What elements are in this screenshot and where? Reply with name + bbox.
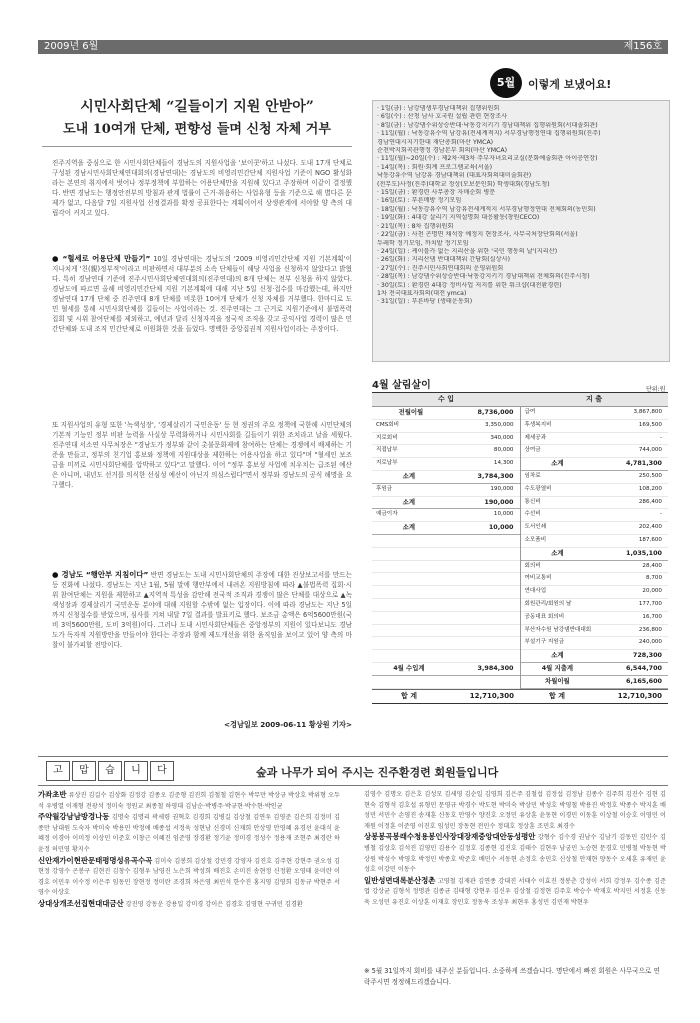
schedule-item: · 30일(토) : 환경련 4대강 정비사업 저지를 위한 워크샵(대전환경련) <box>377 281 562 289</box>
ledger-row <box>372 420 520 433</box>
ledger-subtotal-row <box>521 650 669 663</box>
total-label: 합 계 <box>549 691 565 700</box>
ledger-item: 소계 <box>402 497 416 506</box>
ledger-amount: 108,200 <box>638 485 662 492</box>
ledger-subtotal-row <box>372 522 520 535</box>
may-activities <box>372 68 668 378</box>
ledger-empty-row <box>372 612 520 625</box>
schedule-item: · 31일(일) : 푸른바당 (생태운동회) <box>377 298 473 306</box>
ledger-item: 차월이월 <box>545 676 570 685</box>
ledger-amount: 16,700 <box>642 613 662 620</box>
ledger-item: 소계 <box>551 548 564 557</box>
ledger-empty-row <box>372 650 520 663</box>
ledger-amount: 6,544,700 <box>626 663 662 672</box>
income-header: 수 입 <box>438 395 454 403</box>
member-list-right <box>364 790 666 909</box>
ledger-amount: 190,000 <box>490 485 514 492</box>
total-label: 합 계 <box>401 691 417 700</box>
ledger-row <box>372 407 520 420</box>
ledger-amount: 8,736,000 <box>477 408 514 416</box>
schedule-item: · 1일(금) : 남강댐생부경남대책위 집행위원회 <box>377 105 500 112</box>
thanks-letter: 맙 <box>72 761 96 781</box>
ledger-amount: 744,000 <box>638 447 662 454</box>
schedule-item: · 18일(월) : 낙동강유수역 남강유전세계적지 서부경남행정연대 전체회의(농민회) <box>377 205 596 213</box>
ledger-row <box>372 509 520 522</box>
ledger-empty-row <box>372 599 520 612</box>
ledger-item: 수선비 <box>524 511 541 518</box>
group-name: 신안재가이현판문태평명성유곡수곡 <box>38 855 153 865</box>
ledger-amount: 187,600 <box>638 536 662 543</box>
total-expense: 12,710,300 <box>617 691 662 700</box>
thanks-letters <box>46 761 174 781</box>
ledger-amount: 1,035,100 <box>626 548 662 557</box>
schedule-item: (전무도)사정(진주)대학교 정상(모보문인회) 학생대회(경남도청) <box>377 180 550 188</box>
ledger-row <box>372 484 520 497</box>
ledger-row <box>521 420 669 433</box>
ledger-item: 도서인쇄 <box>524 524 547 531</box>
section-title: 이렇게 보냈어요! <box>528 78 612 91</box>
ledger-empty-row <box>372 535 520 548</box>
expense-header: 지 출 <box>586 395 602 403</box>
ledger-item: 지로회비 <box>376 434 398 441</box>
ledger-empty-row <box>372 637 520 650</box>
ledger-subtotal-row <box>372 497 520 510</box>
schedule-item: · 8일(금) : 남강댐수위상승반대·낙동강지키기 경남대책위 집행위원회(서대솔회관) <box>377 121 598 129</box>
ledger-amount: 3,984,300 <box>477 663 514 672</box>
ledger-amount: 177,700 <box>638 600 662 607</box>
expense-column <box>521 407 669 689</box>
page-header <box>38 40 668 54</box>
ledger-item: CMS회비 <box>376 421 400 428</box>
member-names: 강형수 김수경 권남수 김남기 김동민 김민수 김병철 김상호 김석진 김영민 김용수 김정호 김종현 김진호 김태수 김현우 남궁민 노승현 문경호 민병철 박동현 박상원 박성수 박영호 박정민 박종호 박준호 배민수 서동현 손정호 송민호 신상철 안재현 양동수 오세훈 유재민 윤성호 이강민 이동수 <box>364 834 667 874</box>
schedule-item: · 6일(수) : 산청 남사 호국원 설립 관련 현장조사 <box>377 113 508 121</box>
ledger-item: 전월이월 <box>398 408 424 416</box>
ledger-amount: 10,000 <box>493 511 514 518</box>
ledger-row <box>521 433 669 446</box>
section-heading: ● 경남도 “행안부 지침이다” <box>52 570 149 579</box>
ledger-item: 소계 <box>551 459 564 468</box>
member-names: 고영철 김재관 김연종 강대진 서태수 이효진 정봉춘 강성이 서희 강정우 김수종 김준엽 강상균 김형석 정명관 김종균 김태형 강현우 김신우 김상철 김정현 김주호 박승수 박재호 박지민 서정훈 신동욱 오성민 유진호 이상훈 이재호 장민호 정동욱 조성우 최현우 홍성민 김민재 박현우 <box>364 877 666 906</box>
income-column <box>372 407 521 689</box>
group-name: 상대상개조선집현대대금산 <box>38 898 124 908</box>
schedule-item: · 11일(월) : 낙동강유수역 남강유(전세계적지) 서부경남행정연대 집행위원회(진주) <box>377 130 601 138</box>
ledger-amount: 286,400 <box>638 498 662 505</box>
article-section <box>52 570 352 650</box>
section-heading: ● “혈세로 어용단체 만들기” <box>52 254 151 263</box>
schedule-item: · 16일(토) : 푸른메방 정기모임 <box>377 197 462 205</box>
member-names: 김미숙 김봉희 김상철 강민경 강영자 김진호 김주현 강현주 권오성 김현정 강영수 곤봉구 김현진 김창수 김형우 남영진 노은희 박성희 배진호 손미진 송현정 신정환 오영태 윤미란 이경호 이민우 이수정 이은주 임동민 장현정 정미란 조경희 차은영 최민석 한수진 홍지영 김영희 김동규 박현주 서영수 이상호 <box>38 857 341 897</box>
ledger-row <box>372 445 520 458</box>
article-section <box>52 254 352 334</box>
schedule-item: · 26일(화) : 지리산댐 반대대책위 간담회(실상사) <box>377 256 511 264</box>
group-name: 상봉봉곡봉래수청용봉인사장대장재중앙대안동성평안 <box>364 832 536 842</box>
article-paragraph: 반면 경남도는 도내 시민사회단체의 주장에 대한 진상보고서를 만드는 등 진화에 나섰다. 경남도는 지난 1월, 5월 말에 행안부에서 내려온 지원방침에 따라 ▲불법폭력 집회·시위 참여단체는 지원을 제한하고 ▲지역적 특성을 감안해 전국적 조직과 경쟁이 많은 단체를 대상으로 ▲녹색성장과 경제살리기 국민운동 분야에 대해 지원할 수밖에 없는 입장이다. 이에 따라 경남도는 지난 5일까지 신청접수를 받았으며, 심사를 거쳐 내달 7일 결과를 발표키로 했다. 보조금 총액은 6억5600만원(국비 3억5600만원, 도비 3억원)이다. 그러나 도내 시민사회단체들은 중앙정부의 지원이 있다보니도 경남도가 독자적 지원방안을 만들어야 한다는 주장과 함께 제도개선을 위한 움직임을 보이고 있어 양 측의 마찰이 불가피할 전망이다. <box>52 571 352 649</box>
schedule-item: · 24일(일) : 케이블카 없는 지리산을 위한 '국민 행동의 날'(지리산) <box>377 247 558 255</box>
ledger-amount: 3,784,300 <box>477 471 514 480</box>
member-names: 김영수 김명오 김은호 김성모 김세영 김순일 김영희 김은주 김철섭 김정섭 김정남 김종수 김주희 김진수 김현 김현숙 김형석 김호섭 류형민 문영규 박경수 박도현 박미숙 박상민 박성호 박영철 박용진 박정호 박종수 박지훈 배성민 서민수 손영진 송재훈 신동호 안영수 양진호 오정민 유상훈 윤동현 이경민 이동훈 이상철 이승호 이영민 이재원 이정훈 이준영 이진호 임성민 장동현 전민수 정대호 정상훈 조민호 최경수 <box>364 791 666 830</box>
schedule-item: · 28일(목) : 남강댐수위상승반대·낙동강지키기 경남대책위 전체회의(진주시청) <box>377 273 590 281</box>
ledger-item: 회의비 <box>524 562 541 569</box>
ledger-item: 지로납부 <box>376 460 398 467</box>
ledger-item: 부산자수원 남강댐반대대회 <box>524 626 592 633</box>
article-headline: 시민사회단체 “길들이기 지원 안받아” <box>80 99 314 115</box>
schedule-item: · 22일(금) : 사천 곤명면 채석장 예정지 현장조사, 사무국처장단회의(서울) <box>377 231 578 239</box>
ledger-amount: 28,400 <box>642 562 662 569</box>
ledger-amount: - <box>659 434 662 441</box>
thanks-note: ※ 5월 31일까지 회비를 내주신 분들입니다. 소중하게 쓰겠습니다. 명단에서 빠진 회원은 사무국으로 연락주시면 정정해드리겠습니다. <box>364 967 660 986</box>
ledger-row <box>521 497 669 510</box>
ledger-subtotal-row <box>372 471 520 484</box>
ledger-item: 임차료 <box>524 472 541 479</box>
ledger-amount: 236,800 <box>638 626 662 633</box>
ledger-amount: 20,000 <box>642 588 662 595</box>
ledger-empty-row <box>372 548 520 561</box>
article-subheadline: 도내 10여개 단체, 편향성 들며 신청 자체 거부 <box>63 122 331 137</box>
ledger-item: 후생복지비 <box>524 421 552 428</box>
ledger-row <box>372 458 520 471</box>
ledger-unit: 단위:원 <box>646 386 666 393</box>
ledger-amount: 190,000 <box>484 497 514 506</box>
group-name: 가좌초반 <box>38 790 67 799</box>
ledger-title: 4월 살림살이 <box>372 380 431 391</box>
ledger-item: 예금이자 <box>376 511 398 518</box>
ledger-amount: 3,867,800 <box>633 409 662 415</box>
ledger-item: 연대사업 <box>524 588 547 595</box>
thanks-letter: 고 <box>46 761 70 781</box>
schedule-item: · 11일(월)~20일(수) : 제2차·제3차 주부자녀요리교실(문화예술회관 아이공연장) <box>377 155 598 163</box>
total-income: 12,710,300 <box>469 691 514 700</box>
ledger-row <box>521 471 669 484</box>
issue-number: 제156호 <box>623 41 662 52</box>
schedule-box <box>372 100 670 362</box>
schedule-item: 순천박지회곡관행정 경남본부 회의(마산 YMCA) <box>377 147 508 155</box>
ledger-row <box>521 586 669 599</box>
ledger-row <box>521 509 669 522</box>
ledger-amount: 240,000 <box>638 639 662 646</box>
ledger-empty-row <box>372 573 520 586</box>
ledger-total-row <box>372 689 668 703</box>
ledger-amount: 202,400 <box>638 524 662 531</box>
ledger-item: 통신비 <box>524 498 541 505</box>
thanks-letter: 다 <box>150 761 174 781</box>
schedule-item: 낙동강유수역 남강유 경남대책위 (대표자회의대미술회관) <box>377 172 532 180</box>
ledger-empty-row <box>372 676 520 689</box>
ledger-amount: 8,700 <box>645 575 662 582</box>
ledger-item: 소계 <box>402 471 416 480</box>
ledger-amount: 169,500 <box>638 421 662 428</box>
schedule-item: 두레학 정기모임, 까치밭 정기모임 <box>377 239 469 247</box>
ledger-row <box>521 612 669 625</box>
ledger-header <box>372 393 668 407</box>
ledger-amount: - <box>659 511 662 518</box>
ledger-row <box>521 561 669 574</box>
ledger-item: 소계 <box>551 651 564 660</box>
thanks-title: 숲과 나무가 되어 주시는 진주환경련 회원들입니다 <box>256 766 499 779</box>
ledger-item: 회원관리/회원의 날 <box>524 600 572 607</box>
member-thanks <box>38 756 668 1014</box>
issue-date: 2009년 6월 <box>44 41 99 52</box>
schedule-item: · 15일(금) : 환경련 사무총장 자매순회 병문 <box>377 189 496 197</box>
ledger-row <box>521 637 669 650</box>
divider <box>42 146 352 147</box>
thanks-letter: 습 <box>98 761 122 781</box>
ledger-empty-row <box>372 586 520 599</box>
ledger-subtotal-row <box>521 663 669 676</box>
ledger-subtotal-row <box>521 676 669 689</box>
ledger-amount: 3,350,000 <box>485 421 514 428</box>
ledger-amount: 728,300 <box>632 651 662 660</box>
article-paragraph: 10일 경남연대는 경남도의 '2009 비영리민간단체 지원 기본계획'이 지나치게 '친(親)정부적'이라고 비판하면서 대부분의 소속 단체들이 해당 사업을 신청하지 않았다고 밝혔다. 특히 경남연대 기준에 진주시민사회단체연대회의(진주연대)의 8개 단체는 전부 신청을 하지 않았다. 경남도에 따르면 올해 비영리민간단체 지원 기본계획에 대해 지난 5일 신청·접수를 마감했는데, 하지만 경남연대 17개 단체 중 진주연대 8개 단체를 비롯한 10여개 단체가 신청 자체를 거부했다. 한마디로 도민 혈세를 통해 시민사회단체를 길들이는 사업이라는 것. 진주연대는 그 근거로 지원기준에서 불법폭력 집회 및 시위 참여단체를 제외하고, 예년과 달리 신청자격을 정국적 조직을 갖고 공익사업 경력이 많은 민간단체와 도내 조직 민간단체로 이원화한 것을 들었다. 명백한 중앙집권적 지원사업이라는 주장이다. <box>52 255 352 333</box>
ledger-row <box>521 407 669 420</box>
ledger-row <box>521 625 669 638</box>
ledger-item: 부설기구 지원금 <box>524 639 565 646</box>
ledger-item: 제세공과 <box>524 434 547 441</box>
ledger-subtotal-row <box>372 663 520 676</box>
schedule-list <box>377 105 663 307</box>
schedule-item: 경남연대시지기한대 재단총회(마산 YMCA) <box>377 138 494 146</box>
ledger-row <box>521 573 669 586</box>
member-names: 김명숙 김명리 곽세령 권혁호 김경희 김병길 김상철 김연우 김영준 김은희 김정미 김종만 남대원 도숙자 박미숙 박용민 박정애 배종섭 서정욱 성현남 신경미 신재희 안상영 안영혜 유경선 윤대식 윤혜정 이경아 이미정 이상민 이준호 이창근 이혜진 임준영 장경환 정기윤 정미경 정성수 정용재 조현주 최경란 하윤정 허민영 황지수 <box>38 814 340 853</box>
member-list-left <box>38 790 340 911</box>
ledger-subtotal-row <box>521 548 669 561</box>
schedule-item: · 19일(화) : 4대강 살리기 지역설명회 대응활동(창원CECO) <box>377 214 540 222</box>
ledger-item: 4월 지출계 <box>541 663 574 672</box>
schedule-item: · 14일(목) : 회원·회계 프로그램교육(서울) <box>377 163 493 171</box>
ledger-amount: 80,000 <box>493 447 514 454</box>
thanks-letter: 니 <box>124 761 148 781</box>
ledger-item: 여비교통비 <box>524 575 552 582</box>
ledger-row <box>521 535 669 548</box>
ledger-amount: 6,165,600 <box>626 676 662 685</box>
member-names: 강진영 강동운 강용일 강미경 강이은 김경호 김영현 구귀민 김경환 <box>125 900 303 908</box>
ledger-item: 후원금 <box>376 485 393 492</box>
article-source: <경남일보 2009-06-11 황상원 기자> <box>223 720 352 729</box>
member-names: 류상진 김길수 김상화 김정강 김종오 김준형 김진희 김철철 김현수 박무만 박상규 박상호 박위형 오두석 우병열 이재형 전광석 정미숙 정원교 최종철 하영대 김남순·박병주·박규현·박수현·박인균 <box>38 792 340 810</box>
month-badge: 5월 <box>490 68 522 98</box>
ledger-item: 수도광열비 <box>524 485 552 492</box>
ledger-row <box>521 599 669 612</box>
news-article <box>38 72 356 742</box>
ledger-amount: 4,781,300 <box>626 459 662 468</box>
group-name: 일반성면대록분산정촌 <box>364 875 436 885</box>
ledger-amount: 340,000 <box>490 434 514 441</box>
ledger-amount: 250,500 <box>638 472 662 479</box>
ledger-row <box>521 484 669 497</box>
thanks-banner <box>38 756 668 786</box>
article-paragraph: 진주지역을 중심으로 한 시민사회단체들이 경남도의 지원사업을 '보이콧'하고 나섰다. 도내 17개 단체로 구성된 경남시민사회단체연대회의(경남연대)는 경남도의 비영리민간단체 지원사업 기준이 NGO 활성화라는 본연의 취지에서 벗어나 정부정책에 부합하는 어용단체만을 지원해 있다고 주장하며 이같이 결정했다. 반면 경남도는 행정안전부의 방침과 관계 법률이 근거·취음하는 사업유형 등을 기준으로 해 별다른 문제가 없고, 다음달 7일 지원사업 선정결과를 확정 공표한다는 계획이어서 상생관계에 서야할 양 측의 대립각이 커지고 있다. <box>52 159 352 217</box>
ledger-item: 직접납부 <box>376 447 398 454</box>
ledger-subtotal-row <box>521 458 669 471</box>
ledger-amount: 10,000 <box>488 523 514 532</box>
ledger-row <box>521 522 669 535</box>
ledger-item: 소모품비 <box>524 536 547 543</box>
ledger-item: 공동대표 회의비 <box>524 613 565 620</box>
ledger-item: 소계 <box>402 523 416 532</box>
article-paragraph: 또 지원사업의 유형 또한 '녹색성장', '경제살리기 국민운동' 등 현 정권의 주요 정책에 국한해 시민단체의 기본적 기능인 정부 비판 능력을 사실상 무력화하거나 시민사회를 길들이기 위한 조치라고 날을 세웠다. 진주연대 서소연 사무처장은 "경남도가 정부와 같이 촛불문화제에 참여하는 단체는 경쟁에서 배제하는 기준을 만들고, 정부의 친기업 홍보와 정책에 지원대상을 제한하는 어용사업을 하고 있다"며 "혈세인 보조금을 미끼로 시민사회단체를 압박하고 있다"고 말했다. 이어 "정부 홍보성 사업에 치우치는 급조된 예산은 아니며, 내년도 선거를 의식한 선심성 예산이 아닌지 의심스럽다"면서 정부와 경남도의 공식 해명을 요구했다. <box>52 421 352 489</box>
ledger-item: 상여금 <box>524 447 541 454</box>
schedule-item: · 21일(목) : 8차 집행위원회 <box>377 222 454 230</box>
ledger-table <box>372 392 668 704</box>
ledger-row <box>521 445 669 458</box>
ledger-empty-row <box>372 625 520 638</box>
ledger-amount: 14,300 <box>493 460 514 467</box>
group-name: 주약월강남남방경나동 <box>38 812 110 822</box>
ledger-item: 급여 <box>524 409 536 415</box>
schedule-item: · 27일(수) : 진주시민사회연대회의 운영위원회 <box>377 264 504 272</box>
ledger-empty-row <box>372 561 520 574</box>
ledger-row <box>372 433 520 446</box>
ledger-item: 4월 수입계 <box>393 663 425 672</box>
schedule-item: 1차 전국대표자회의(대전 ymca) <box>377 289 467 297</box>
